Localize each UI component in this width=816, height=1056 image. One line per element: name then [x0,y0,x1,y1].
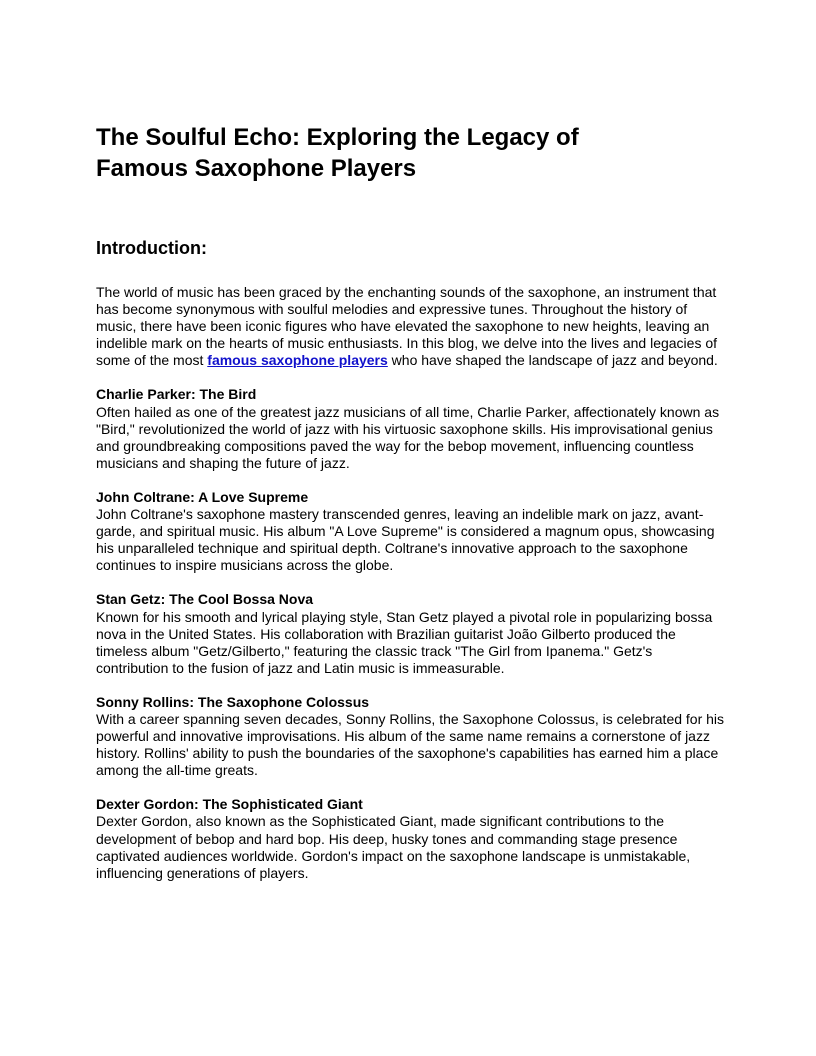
intro-text-after-link: who have shaped the landscape of jazz and beyond. [387,352,718,369]
section-heading: Charlie Parker: The Bird [96,386,257,403]
introduction-paragraph [96,284,726,369]
section-heading: John Coltrane: A Love Supreme [96,488,309,505]
section-heading: Stan Getz: The Cool Bossa Nova [96,591,314,608]
famous-saxophone-players-link[interactable]: famous saxophone players [207,352,388,369]
section-stan-getz [96,591,726,676]
section-body: Often hailed as one of the greatest jazz musicians of all time, Charlie Parker, affectionately known as "Bird," revolutionized the world of jazz with his virtuosic saxophone skills. His improvisational genius and groundbreaking compositions paved the way for the bebop movement, influencing countless musicians and shaping the future of jazz. [96,403,720,471]
section-sonny-rollins [96,694,726,779]
introduction-heading: Introduction: [96,238,207,258]
document-page [96,122,726,882]
title-line-2: Famous Saxophone Players [96,155,417,182]
section-charlie-parker [96,386,726,471]
section-dexter-gordon [96,796,726,881]
intro-text-before-link: The world of music has been graced by the enchanting sounds of the saxophone, an instrument that has become synonymous with soulful melodies and expressive tunes. Throughout the history of music, there have been iconic figures who have elevated the saxophone to new heights, leaving an indelible mark on the hearts of music enthusiasts. In this blog, we delve into the lives and legacies of some of the most [96,284,718,369]
section-body: With a career spanning seven decades, Sonny Rollins, the Saxophone Colossus, is celebrated for his powerful and innovative improvisations. His album of the same name remains a cornerstone of jazz history. Rollins' ability to push the boundaries of the saxophone's capabilities has earned him a place among the all-time greats. [96,710,725,779]
section-body: Dexter Gordon, also known as the Sophisticated Giant, made significant contributions to the development of bebop and hard bop. His deep, husky tones and commanding stage presence captivated audiences worldwide. Gordon's impact on the saxophone landscape is unmistakable, influencing generations of players. [96,813,691,881]
section-heading: Dexter Gordon: The Sophisticated Giant [96,796,363,813]
section-john-coltrane [96,489,726,574]
section-body: Known for his smooth and lyrical playing style, Stan Getz played a pivotal role in popularizing bossa nova in the United States. His collaboration with Brazilian guitarist João Gilberto produced the timeless album "Getz/Gilberto," featuring the classic track "The Girl from Ipanema." Getz's contribution to the fusion of jazz and Latin music is immeasurable. [96,608,713,676]
section-heading: Sonny Rollins: The Saxophone Colossus [96,693,370,710]
section-body: John Coltrane's saxophone mastery transcended genres, leaving an indelible mark on jazz, avant-garde, and spiritual music. His album "A Love Supreme" is considered a magnum opus, showcasing his unparalleled technique and spiritual depth. Coltrane's innovative approach to the saxophone continues to inspire musicians across the globe. [96,506,715,574]
page-title [96,122,726,184]
title-line-1: The Soulful Echo: Exploring the Legacy of [96,124,579,151]
